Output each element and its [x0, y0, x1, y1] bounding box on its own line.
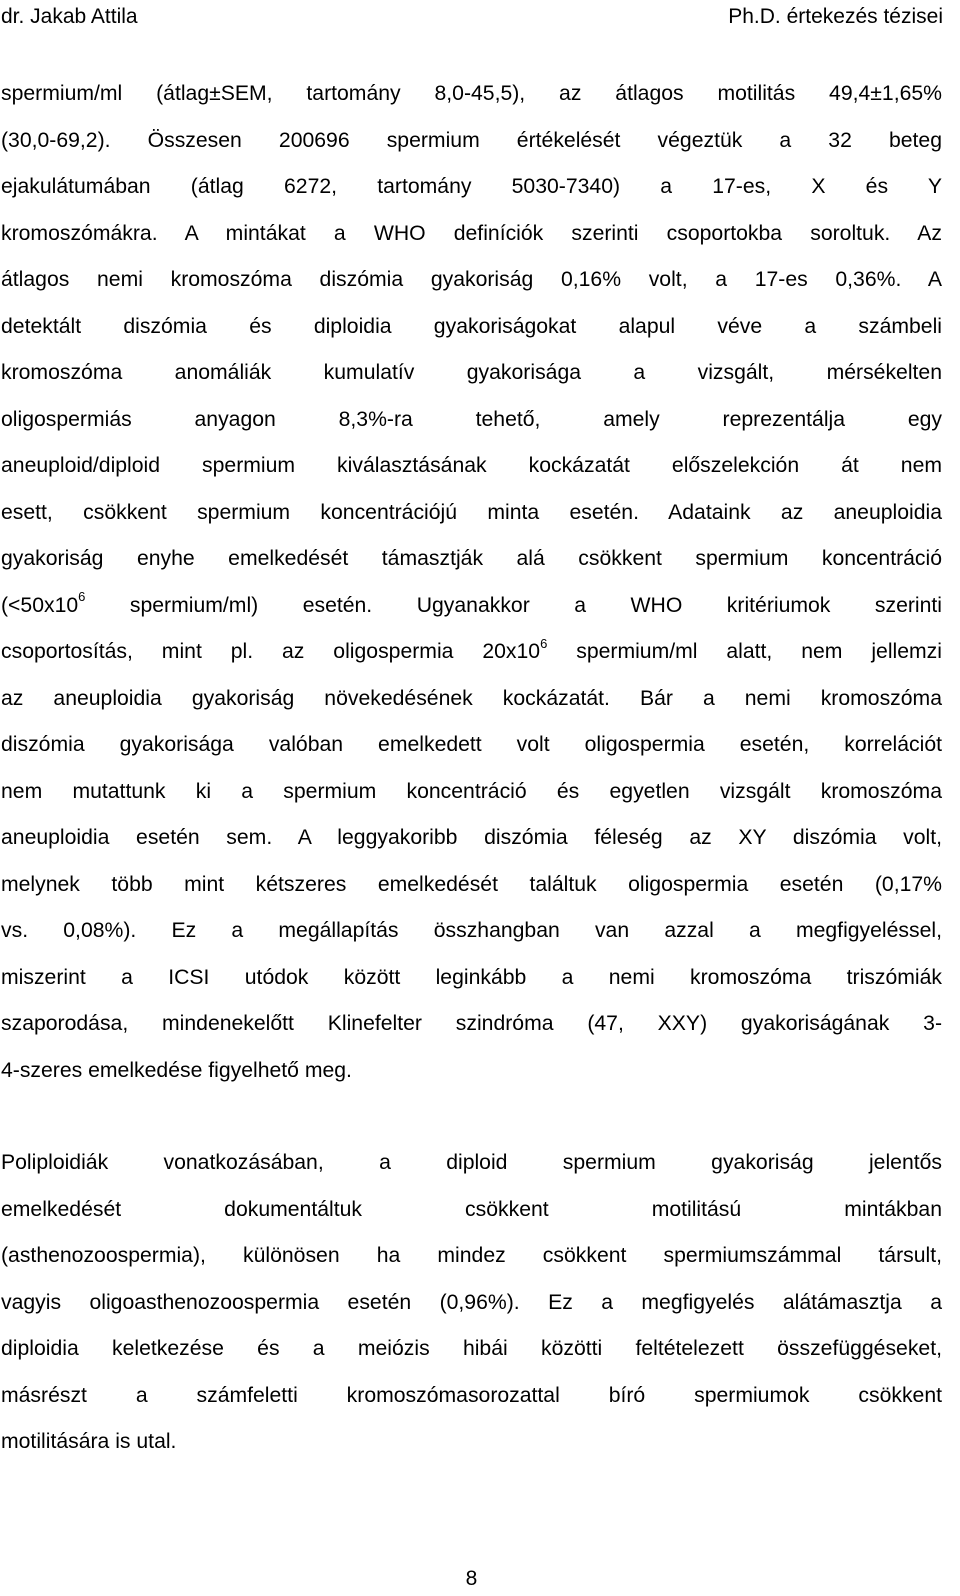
text-line: detektált diszómia és diploidia gyakoriságokat alapul véve a számbeli [1, 314, 942, 338]
text-line: kromoszómákra. A mintákat a WHO definíciók szerinti csoportokba soroltuk. Az [1, 221, 942, 245]
text-line: (30,0-69,2). Összesen 200696 spermium értékelését végeztük a 32 beteg [1, 128, 942, 152]
text-line: Poliploidiák vonatkozásában, a diploid spermium gyakoriság jelentős [1, 1151, 942, 1174]
page-number: 8 [465, 1567, 478, 1590]
text-line: aneuploid/diploid spermium kiválasztásának kockázatát előszelekción át nem [1, 454, 942, 477]
text-line: nem mutattunk ki a spermium koncentráció és egyetlen vizsgált kromoszóma [1, 779, 942, 803]
text-line: (asthenozoospermia), különösen ha mindez csökkent spermiumszámmal társult, [1, 1244, 942, 1267]
text-line: aneuploidia esetén sem. A leggyakoribb diszómia féleség az XY diszómia volt, [1, 826, 942, 849]
body-text [1, 71, 942, 1466]
text-fragment: (<50x10 [1, 593, 79, 617]
text-line: vs. 0,08%). Ez a megállapítás összhangban van azzal a megfigyeléssel, [1, 919, 942, 942]
text-fragment: csoportosítás, mint pl. az oligospermia 20x10 [1, 640, 541, 663]
text-line: az aneuploidia gyakoriság növekedésének kockázatát. Bár a nemi kromoszóma [1, 686, 942, 710]
text-line: kromoszóma anomáliák kumulatív gyakorisága a vizsgált, mérsékelten [1, 361, 942, 384]
text-line: gyakoriság enyhe emelkedését támasztják alá csökkent spermium koncentráció [1, 547, 942, 570]
text-line: miszerint a ICSI utódok között leginkább a nemi kromoszóma triszómiák [1, 965, 942, 989]
header-document-title: Ph.D. értekezés tézisei [728, 5, 943, 28]
text-line: diploidia keletkezése és a meiózis hibái közötti feltételezett összefüggéseket, [1, 1337, 942, 1360]
text-line: melynek több mint kétszeres emelkedését találtuk oligospermia esetén (0,17% [1, 872, 942, 896]
page-header [0, 4, 943, 34]
paragraph-2 [1, 1140, 942, 1466]
paragraph-1 [1, 71, 942, 1094]
text-line: szaporodása, mindenekelőtt Klinefelter szindróma (47, XXY) gyakoriságának 3- [1, 1012, 942, 1035]
text-line: 4-szeres emelkedése figyelhető meg. [1, 1058, 352, 1082]
superscript-exponent: 6 [78, 589, 86, 605]
text-line: motilitására is utal. [1, 1430, 177, 1453]
text-line: ejakulátumában (átlag 6272, tartomány 5030-7340) a 17-es, X és Y [1, 175, 942, 198]
text-line: másrészt a számfeletti kromoszómasorozattal bíró spermiumok csökkent [1, 1383, 942, 1407]
text-line-with-superscript [1, 629, 942, 676]
superscript-exponent: 6 [540, 635, 548, 651]
text-line-with-superscript [1, 583, 942, 630]
text-fragment: spermium/ml) esetén. Ugyanakkor a WHO kritériumok szerinti [85, 593, 942, 617]
text-line: spermium/ml (átlag±SEM, tartomány 8,0-45,5), az átlagos motilitás 49,4±1,65% [1, 82, 942, 105]
text-line: diszómia gyakorisága valóban emelkedett volt oligospermia esetén, korrelációt [1, 733, 942, 756]
text-line: vagyis oligoasthenozoospermia esetén (0,96%). Ez a megfigyelés alátámasztja a [1, 1290, 942, 1314]
text-line: emelkedését dokumentáltuk csökkent motilitású mintákban [1, 1197, 942, 1221]
header-author: dr. Jakab Attila [1, 5, 138, 28]
text-line: esett, csökkent spermium koncentrációjú minta esetén. Adataink az aneuploidia [1, 500, 942, 524]
text-fragment: spermium/ml alatt, nem jellemzi [547, 640, 942, 663]
text-line: átlagos nemi kromoszóma diszómia gyakoriság 0,16% volt, a 17-es 0,36%. A [1, 268, 942, 291]
text-line: oligospermiás anyagon 8,3%-ra tehető, amely reprezentálja egy [1, 407, 942, 431]
